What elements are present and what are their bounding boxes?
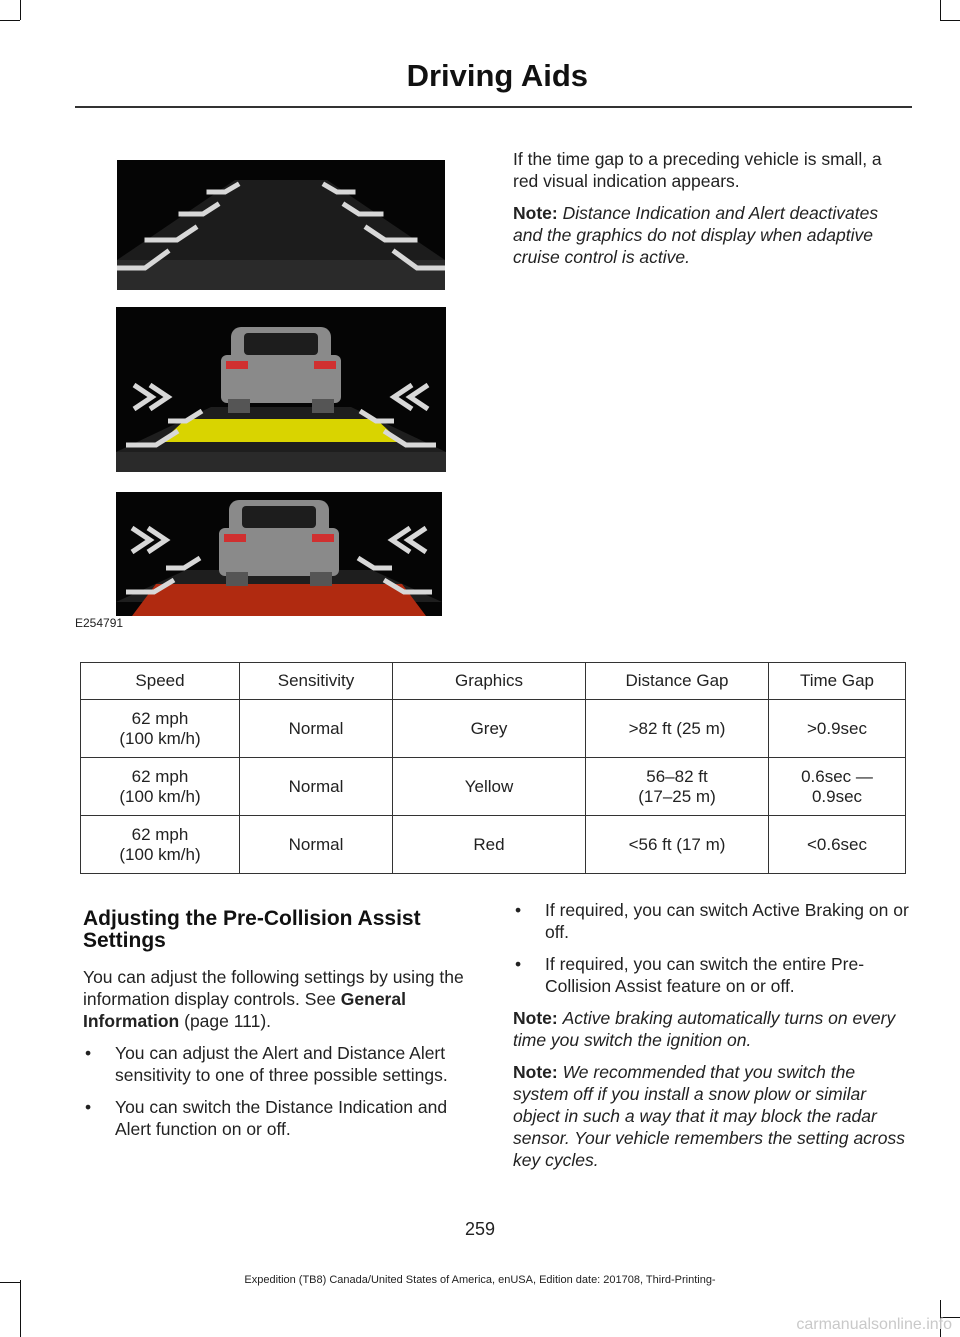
crop-mark <box>0 20 20 21</box>
intro-paragraph: If the time gap to a preceding vehicle is small, a red visual indication appears. <box>513 149 882 191</box>
cell-graphics: Yellow <box>393 758 586 816</box>
cell-line: (17–25 m) <box>638 786 716 806</box>
cell-line: 0.9sec <box>811 786 863 806</box>
table-row <box>81 700 906 758</box>
page-title: Driving Aids <box>406 58 588 93</box>
cell-sensitivity: Normal <box>240 700 393 758</box>
cell-distance-gap: <56 ft (17 m) <box>586 816 769 874</box>
cell-time-gap <box>769 758 906 816</box>
note-label: Note: <box>513 203 558 223</box>
cell-speed <box>81 700 240 758</box>
cell-sensitivity: Normal <box>240 816 393 874</box>
display-panel-yellow <box>116 307 446 472</box>
list-item: • If required, you can switch the entire Pre-Collision Assist feature on or off. <box>513 953 913 997</box>
settings-list <box>83 1042 478 1140</box>
crop-mark <box>940 20 960 21</box>
section-intro-text: You can adjust the following settings by using the information display controls. See <box>83 967 464 1009</box>
cell-time-gap: <0.6sec <box>769 816 906 874</box>
cell-line: (100 km/h) <box>119 844 201 864</box>
cell-time-gap: >0.9sec <box>769 700 906 758</box>
section-title: Adjusting the Pre-Collision Assist Settings <box>83 907 421 952</box>
header-distance-gap: Distance Gap <box>586 663 769 700</box>
note-snow-plow <box>513 1061 913 1171</box>
intro-note <box>513 202 908 268</box>
display-panel-grey <box>117 160 445 290</box>
note-active-braking <box>513 1007 913 1051</box>
header-speed: Speed <box>81 663 240 700</box>
cell-line: 62 mph <box>131 708 189 728</box>
cell-graphics: Red <box>393 816 586 874</box>
cell-line: 56–82 ft <box>646 766 708 786</box>
header-graphics: Graphics <box>393 663 586 700</box>
intro-text <box>513 148 908 278</box>
display-panel-red <box>116 492 442 616</box>
cell-line: 0.6sec — <box>801 766 873 786</box>
note-text: Active braking automatically turns on every time you switch the ignition on. <box>513 1008 896 1050</box>
settings-list-continued <box>513 899 913 997</box>
left-column <box>83 908 478 1150</box>
cell-speed <box>81 816 240 874</box>
list-item: • You can adjust the Alert and Distance Alert sensitivity to one of three possible settings. <box>83 1042 478 1086</box>
cell-sensitivity: Normal <box>240 758 393 816</box>
note-text: Distance Indication and Alert deactivates and the graphics do not display when adaptive cruise control is active. <box>513 203 879 267</box>
page-reference: (page 111). <box>184 1011 272 1031</box>
page-number: 259 <box>464 1219 496 1239</box>
cross-reference-link[interactable]: General Information <box>83 989 406 1031</box>
list-item: • If required, you can switch Active Braking on or off. <box>513 899 913 943</box>
cell-line: (100 km/h) <box>119 786 201 806</box>
header-time-gap: Time Gap <box>769 663 906 700</box>
distance-gap-table <box>80 662 906 874</box>
cell-line: 62 mph <box>131 824 189 844</box>
crop-mark <box>20 1280 21 1337</box>
right-column <box>513 899 913 1181</box>
crop-mark <box>20 0 21 20</box>
figure-label: E254791 <box>75 616 124 630</box>
cell-speed <box>81 758 240 816</box>
cell-distance-gap <box>586 758 769 816</box>
list-item: • You can switch the Distance Indication and Alert function on or off. <box>83 1096 478 1140</box>
note-label: Note: <box>513 1062 558 1082</box>
cell-line: 62 mph <box>131 766 189 786</box>
header-sensitivity: Sensitivity <box>240 663 393 700</box>
table-row <box>81 816 906 874</box>
cell-distance-gap: >82 ft (25 m) <box>586 700 769 758</box>
table-row <box>81 758 906 816</box>
watermark: carmanualsonline.info <box>796 1316 952 1333</box>
header-rule <box>75 106 912 108</box>
crop-mark <box>940 0 941 20</box>
section-intro <box>83 966 478 1032</box>
footer-edition: Expedition (TB8) Canada/United States of America, enUSA, Edition date: 201708, Third-Printing- <box>244 1274 716 1286</box>
cell-graphics: Grey <box>393 700 586 758</box>
table-header-row <box>81 663 906 700</box>
note-text: We recommended that you switch the system off if you install a snow plow or similar object in such a way that it may block the radar sensor. Your vehicle remembers the setting across key cycles. <box>513 1062 905 1170</box>
note-label: Note: <box>513 1008 558 1028</box>
cell-line: (100 km/h) <box>119 728 201 748</box>
